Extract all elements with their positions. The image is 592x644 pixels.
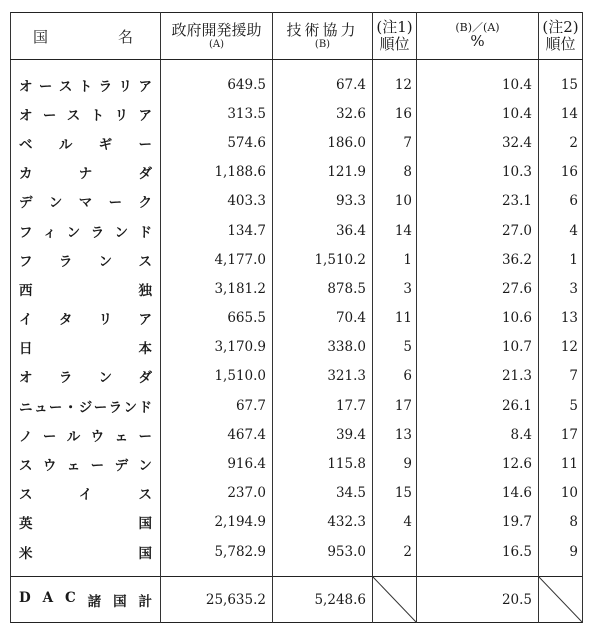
name-char: 西 (19, 282, 33, 299)
country-name (11, 304, 161, 333)
ratio-value: 23.1 (417, 187, 539, 216)
name-char: 本 (138, 341, 152, 358)
name-char: A (42, 589, 54, 606)
total-name-cell (11, 577, 161, 623)
country-name-text (17, 366, 154, 386)
spacer-cell (373, 566, 417, 577)
header-country (11, 13, 161, 60)
rank2-value: 11 (539, 449, 583, 478)
rank1-value: 7 (373, 128, 417, 157)
name-char: リ (114, 107, 129, 124)
name-char: ル (58, 136, 73, 153)
country-name (11, 537, 161, 566)
country-name-text (17, 162, 154, 182)
total-body (11, 577, 583, 623)
header-ratio-top: (B)／(A) (455, 21, 500, 34)
spacer-cell (417, 566, 539, 577)
name-char: 国 (138, 516, 152, 533)
country-name-text (17, 104, 154, 124)
tech-value: 186.0 (273, 128, 373, 157)
name-char: 独 (138, 282, 152, 299)
table-row (11, 333, 583, 362)
ratio-value: 8.4 (417, 420, 539, 449)
country-name (11, 216, 161, 245)
name-char: オ (19, 370, 33, 387)
header-row (11, 13, 583, 60)
total-tech: 5,248.6 (273, 577, 373, 623)
spacer-cell (273, 566, 373, 577)
table-row (11, 187, 583, 216)
country-name (11, 128, 161, 157)
header-oda-label: 政府開発援助 (171, 21, 262, 39)
name-char: ス (138, 253, 152, 270)
name-char: ラ (58, 253, 73, 270)
tech-value: 36.4 (273, 216, 373, 245)
name-char: ィ (42, 224, 57, 241)
country-name (11, 274, 161, 303)
header-rank1 (373, 13, 417, 60)
country-name (11, 333, 161, 362)
rank2-value: 12 (539, 333, 583, 362)
table-row (11, 99, 583, 128)
table-row (11, 391, 583, 420)
table-row (11, 449, 583, 478)
tech-value: 32.6 (273, 99, 373, 128)
rank1-value: 13 (373, 420, 417, 449)
rank1-value: 5 (373, 333, 417, 362)
name-char: リ (98, 312, 113, 329)
name-char: ド (138, 224, 152, 241)
country-name-text (17, 191, 154, 211)
name-char: ス (66, 107, 81, 124)
oda-value: 574.6 (161, 128, 273, 157)
name-char: カ (19, 166, 33, 183)
tech-value: 878.5 (273, 274, 373, 303)
name-char: ン (98, 370, 113, 387)
oda-value: 1,188.6 (161, 158, 273, 187)
name-char: ナ (78, 166, 93, 183)
table-row (11, 216, 583, 245)
name-char: 国 (138, 545, 152, 562)
name-char: ー (108, 195, 123, 212)
ratio-value: 14.6 (417, 479, 539, 508)
country-name (11, 187, 161, 216)
table-row (11, 158, 583, 187)
name-char: イ (19, 312, 33, 329)
spacer-cell (11, 566, 161, 577)
country-name-text (17, 221, 154, 241)
header-rank1-bottom: 順位 (379, 35, 410, 53)
rank2-value: 5 (539, 391, 583, 420)
name-char: ェ (66, 458, 81, 475)
tech-value: 432.3 (273, 508, 373, 537)
tech-value: 121.9 (273, 158, 373, 187)
country-name-text (17, 250, 154, 270)
header-oda-sub: (A) (208, 39, 225, 50)
total-ratio: 20.5 (417, 577, 539, 623)
oda-value: 67.7 (161, 391, 273, 420)
rank2-value: 13 (539, 304, 583, 333)
country-name (11, 99, 161, 128)
total-rank2-empty (539, 577, 583, 623)
name-char: ル (66, 428, 81, 445)
table-row (11, 420, 583, 449)
rank1-value: 12 (373, 70, 417, 99)
country-name-text (17, 542, 154, 562)
name-char: ス (19, 487, 33, 504)
name-char: ド (138, 399, 152, 416)
country-name-text (17, 75, 154, 95)
name-char: ン (138, 458, 152, 475)
name-char: C (65, 589, 76, 606)
country-name (11, 245, 161, 274)
name-char: ラ (90, 224, 105, 241)
name-char: ジ (78, 399, 93, 416)
table-row (11, 245, 583, 274)
spacer-row (11, 60, 583, 71)
ratio-value: 10.7 (417, 333, 539, 362)
rank2-value: 8 (539, 508, 583, 537)
name-char: デ (114, 458, 129, 475)
spacer-cell (161, 566, 273, 577)
ratio-value: 27.0 (417, 216, 539, 245)
name-char: ー (93, 399, 108, 416)
name-char: 計 (138, 593, 152, 610)
name-char: ー (48, 399, 63, 416)
ratio-value: 27.6 (417, 274, 539, 303)
name-char: イ (78, 487, 93, 504)
header-rank2-top: (注2) (542, 18, 579, 36)
diagonal-strike-icon (373, 577, 416, 622)
ratio-value: 16.5 (417, 537, 539, 566)
tech-value: 67.4 (273, 70, 373, 99)
oda-value: 237.0 (161, 479, 273, 508)
ratio-value: 32.4 (417, 128, 539, 157)
name-char: ア (138, 78, 152, 95)
name-char: ェ (114, 428, 129, 445)
name-char: マ (78, 195, 93, 212)
country-name (11, 362, 161, 391)
rank1-value: 8 (373, 158, 417, 187)
name-char: ン (98, 253, 113, 270)
country-name (11, 391, 161, 420)
header-tech-label: 技術協力 (286, 21, 359, 39)
name-char: タ (58, 312, 73, 329)
ratio-value: 36.2 (417, 245, 539, 274)
name-char: リ (118, 78, 133, 95)
oda-table (10, 12, 583, 623)
rank2-value: 1 (539, 245, 583, 274)
name-char: 諸 (87, 593, 102, 610)
name-char: ト (90, 107, 105, 124)
name-char: オ (19, 107, 33, 124)
name-char: ギ (98, 136, 113, 153)
tech-value: 115.8 (273, 449, 373, 478)
name-char: ・ (63, 399, 78, 416)
name-char: ス (138, 487, 152, 504)
header-oda (161, 13, 273, 60)
name-char: D (19, 589, 31, 606)
spacer-cell (539, 566, 583, 577)
rank1-value: 2 (373, 537, 417, 566)
tech-value: 321.3 (273, 362, 373, 391)
name-char: ウ (90, 428, 105, 445)
rank2-value: 3 (539, 274, 583, 303)
name-char: デ (19, 195, 33, 212)
table-body (11, 60, 583, 577)
header-rank1-top: (注1) (376, 18, 413, 36)
name-char: ラ (58, 370, 73, 387)
rank1-value: 14 (373, 216, 417, 245)
country-name (11, 508, 161, 537)
country-name (11, 449, 161, 478)
rank1-value: 4 (373, 508, 417, 537)
name-char: ウ (42, 458, 57, 475)
ratio-value: 10.6 (417, 304, 539, 333)
name-char: オ (19, 78, 33, 95)
name-char: ー (42, 428, 57, 445)
tech-value: 34.5 (273, 479, 373, 508)
name-char: ー (90, 458, 105, 475)
country-name (11, 70, 161, 99)
oda-value: 4,177.0 (161, 245, 273, 274)
country-name-text (17, 483, 154, 503)
rank1-value: 15 (373, 479, 417, 508)
name-char: ニ (19, 399, 33, 416)
header-ratio-bottom: % (470, 32, 485, 50)
table-row (11, 508, 583, 537)
country-name (11, 158, 161, 187)
tech-value: 17.7 (273, 391, 373, 420)
country-name-text (17, 337, 154, 357)
oda-value: 467.4 (161, 420, 273, 449)
tech-value: 93.3 (273, 187, 373, 216)
name-char: ュ (33, 399, 48, 416)
header-country-label: 国 名 (33, 27, 136, 46)
country-name-text (17, 454, 154, 474)
rank2-value: 9 (539, 537, 583, 566)
name-char: ト (78, 78, 93, 95)
name-char: ノ (19, 428, 33, 445)
tech-value: 953.0 (273, 537, 373, 566)
ratio-value: 26.1 (417, 391, 539, 420)
rank1-value: 3 (373, 274, 417, 303)
ratio-value: 10.3 (417, 158, 539, 187)
rank1-value: 1 (373, 245, 417, 274)
country-name (11, 420, 161, 449)
rank2-value: 15 (539, 70, 583, 99)
name-char: ー (38, 78, 53, 95)
table-row (11, 70, 583, 99)
ratio-value: 12.6 (417, 449, 539, 478)
tech-value: 338.0 (273, 333, 373, 362)
tech-value: 39.4 (273, 420, 373, 449)
total-oda: 25,635.2 (161, 577, 273, 623)
rank2-value: 6 (539, 187, 583, 216)
oda-value: 665.5 (161, 304, 273, 333)
oda-value: 3,181.2 (161, 274, 273, 303)
ratio-value: 10.4 (417, 70, 539, 99)
oda-value: 5,782.9 (161, 537, 273, 566)
name-char: 米 (19, 545, 33, 562)
country-name-text (17, 425, 154, 445)
name-char: 国 (113, 593, 127, 610)
name-char: ン (123, 399, 138, 416)
name-char: ベ (19, 136, 33, 153)
rank2-value: 7 (539, 362, 583, 391)
oda-value: 3,170.9 (161, 333, 273, 362)
ratio-value: 19.7 (417, 508, 539, 537)
total-name (17, 590, 154, 610)
total-rank1-empty (373, 577, 417, 623)
rank1-value: 16 (373, 99, 417, 128)
oda-value: 1,510.0 (161, 362, 273, 391)
country-name-text (17, 396, 154, 416)
name-char: ク (138, 195, 152, 212)
country-name-text (17, 512, 154, 532)
ratio-value: 10.4 (417, 99, 539, 128)
rank2-value: 10 (539, 479, 583, 508)
oda-value: 134.7 (161, 216, 273, 245)
oda-value: 2,194.9 (161, 508, 273, 537)
tech-value: 1,510.2 (273, 245, 373, 274)
name-char: ー (138, 136, 152, 153)
name-char: ア (138, 312, 152, 329)
rank2-value: 4 (539, 216, 583, 245)
name-char: ス (19, 458, 33, 475)
name-char: ン (66, 224, 81, 241)
name-char: ン (114, 224, 129, 241)
spacer-row (11, 566, 583, 577)
name-char: ー (138, 428, 152, 445)
oda-value: 403.3 (161, 187, 273, 216)
table-row (11, 128, 583, 157)
name-char: ダ (138, 370, 152, 387)
rank2-value: 14 (539, 99, 583, 128)
header-tech (273, 13, 373, 60)
rank1-value: 10 (373, 187, 417, 216)
header-tech-sub: (B) (314, 39, 331, 50)
rank1-value: 17 (373, 391, 417, 420)
country-name-text (17, 133, 154, 153)
name-char: ダ (138, 166, 152, 183)
table-row (11, 479, 583, 508)
rank2-value: 17 (539, 420, 583, 449)
rank1-value: 9 (373, 449, 417, 478)
header-ratio (417, 13, 539, 60)
table-row (11, 537, 583, 566)
country-name (11, 479, 161, 508)
table-row (11, 362, 583, 391)
rank1-value: 6 (373, 362, 417, 391)
name-char: ス (58, 78, 73, 95)
header-rank2-bottom: 順位 (545, 35, 576, 53)
country-name-text (17, 308, 154, 328)
oda-value: 916.4 (161, 449, 273, 478)
name-char: ー (42, 107, 57, 124)
name-char: ラ (98, 78, 113, 95)
table-row (11, 304, 583, 333)
country-name-text (17, 279, 154, 299)
name-char: ラ (108, 399, 123, 416)
ratio-value: 21.3 (417, 362, 539, 391)
name-char: ン (48, 195, 63, 212)
rank2-value: 2 (539, 128, 583, 157)
name-char: 日 (19, 341, 33, 358)
oda-value: 649.5 (161, 70, 273, 99)
rank1-value: 11 (373, 304, 417, 333)
name-char: フ (19, 224, 33, 241)
rank2-value: 16 (539, 158, 583, 187)
name-char: ア (138, 107, 152, 124)
total-row (11, 577, 583, 623)
header-rank2 (539, 13, 583, 60)
name-char: フ (19, 253, 33, 270)
oda-value: 313.5 (161, 99, 273, 128)
name-char: 英 (19, 516, 33, 533)
tech-value: 70.4 (273, 304, 373, 333)
diagonal-strike-icon (539, 577, 582, 622)
table-row (11, 274, 583, 303)
